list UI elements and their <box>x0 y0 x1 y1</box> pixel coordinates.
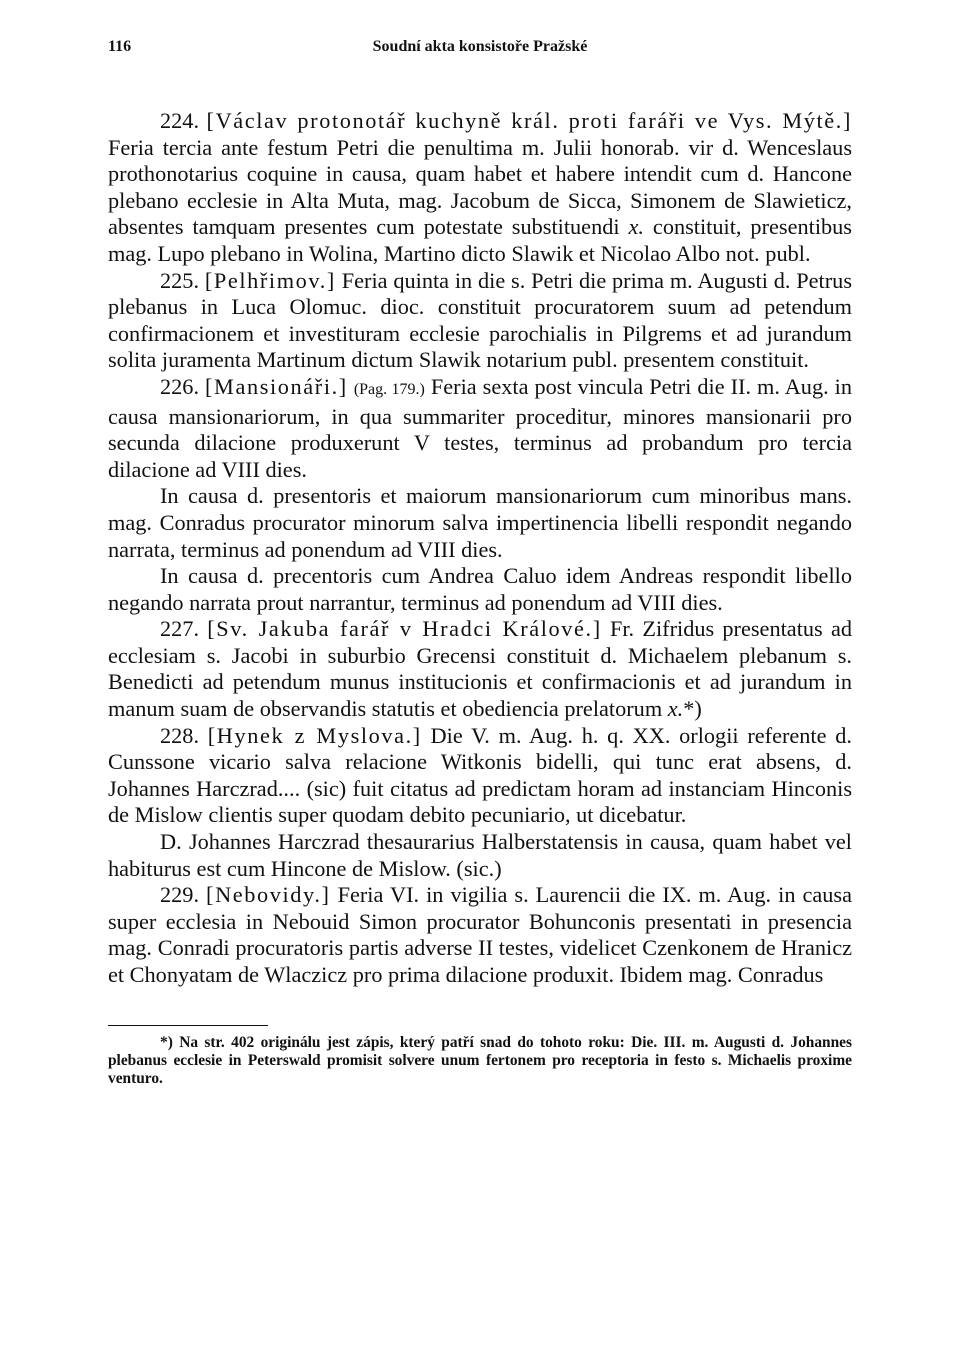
running-head <box>108 38 852 62</box>
page-reference: (Pag. 179.) <box>353 380 425 398</box>
entry-number: 227. <box>160 616 200 642</box>
entry-heading: [Mansionáři.] <box>205 373 348 399</box>
entry-heading: [Hynek z Myslova.] <box>207 722 422 748</box>
footnote-reference[interactable]: *) <box>683 696 702 722</box>
body-text <box>108 108 852 989</box>
entry-number: 229. <box>160 882 200 908</box>
entry-227 <box>108 616 852 722</box>
entry-number: 228. <box>160 722 200 748</box>
entry-heading: [Václav protonotář kuchyně král. proti faráři ve Vys. Mýtě.] <box>206 108 852 133</box>
entry-224 <box>108 108 852 268</box>
entry-number: 224. <box>160 108 200 133</box>
entry-number: 225. <box>160 267 200 293</box>
x-mark: x. <box>628 214 644 240</box>
entry-number: 226. <box>160 373 200 399</box>
entry-229 <box>108 882 852 988</box>
entry-text: Fr. Zifridus presentatus ad ecclesiam s. Jacobi in suburbio Grecensi constituit d. Michaelem plebanum s. Benedicti ad petendum munus institucionis et confirmacionis et ad jurandum in manum suam de observandis statutis et obediencia prelatorum <box>108 616 852 722</box>
page-number: 116 <box>108 38 132 55</box>
entry-text: Feria sexta post vincula Petri die II. m. Aug. in causa mansionariorum, in qua summariter proceditur, minores mansionarii pro secunda dilacione produxerunt V testes, terminus ad probandum pro tercia dilacione ad VIII dies. <box>108 373 853 482</box>
footnote-text: Na str. 402 originálu jest zápis, který patří snad do tohoto roku: Die. III. m. Augusti d. Johannes plebanus ecclesie in Peterswald promisit solvere unum fertonem pro receptoria in festo s. Michaelis proxime venturo. <box>108 1033 852 1087</box>
entry-text: constituit, presentibus mag. Lupo plebano in Wolina, Martino dicto Slawik et Nicolao Albo not. publ. <box>108 214 852 266</box>
entry-226-paragraph-3: In causa d. precentoris cum Andrea Caluo idem Andreas respondit libello negando narrata prout narrantur, terminus ad ponendum ad VIII dies. <box>108 563 852 615</box>
entry-text: Feria tercia ante festum Petri die penultima m. Julii honorab. vir d. Wenceslaus prothonotarius coquine in causa, quam habet et habere intendit cum d. Hancone plebano ecclesie in Alta Muta, mag. Jacobum de Sicca, Simonem de Slawieticz, absentes tamquam presentes cum potestate substituendi <box>108 134 852 240</box>
entry-225 <box>108 268 852 374</box>
entry-228 <box>108 723 852 829</box>
x-mark: x. <box>667 696 684 722</box>
footnote-mark: *) <box>160 1033 173 1051</box>
footnote <box>108 1034 852 1088</box>
entry-heading: [Pelhřimov.] <box>204 267 336 293</box>
entry-226-paragraph-2: In causa d. presentoris et maiorum mansionariorum cum minoribus mans. mag. Conradus procurator minorum salva impertinencia libelli respondit negando narrata, terminus ad ponendum ad VIII dies. <box>108 483 852 562</box>
entry-228-paragraph-2: D. Johannes Harczrad thesaurarius Halberstatensis in causa, quam habet vel habiturus est cum Hincone de Mislow. (sic.) <box>108 829 852 881</box>
entry-heading: [Nebovidy.] <box>206 882 331 908</box>
document-page <box>108 38 852 1088</box>
entry-226 <box>108 374 852 483</box>
entry-text: Feria quinta in die s. Petri die prima m. Augusti d. Petrus plebanus in Luca Olomuc. dioc. constituit procuratorem suum ad petendum confirmacionem et investituram ecclesie parochialis in Pilgrems et ad jurandum solita juramenta Martinum dictum Slawik notarium publ. presentem constituit. <box>108 267 852 373</box>
entry-text: Feria VI. in vigilia s. Laurencii die IX. m. Aug. in causa super ecclesia in Nebouid Simon procurator Bohunconis presentati in presencia mag. Conradi procuratoris partis adverse II testes, videlicet Czenkonem de Hranicz et Chonyatam de Wlaczicz pro prima dilacione produxit. Ibidem mag. Conradus <box>108 882 853 987</box>
entry-text: Die V. m. Aug. h. q. XX. orlogii referente d. Cunssone vicario salva relacione Witkonis bidelli, qui tunc erat absens, d. Johannes Harczrad.... (sic) fuit citatus ad predictam horam ad instanciam Hinconis de Mislow clientis super quodam debito pecuniario, ut dicebatur. <box>108 722 852 828</box>
entry-heading: [Sv. Jakuba farář v Hradci Králové.] <box>207 616 602 642</box>
running-title: Soudní akta konsistoře Pražské <box>372 38 588 55</box>
footnote-divider <box>108 1025 268 1026</box>
